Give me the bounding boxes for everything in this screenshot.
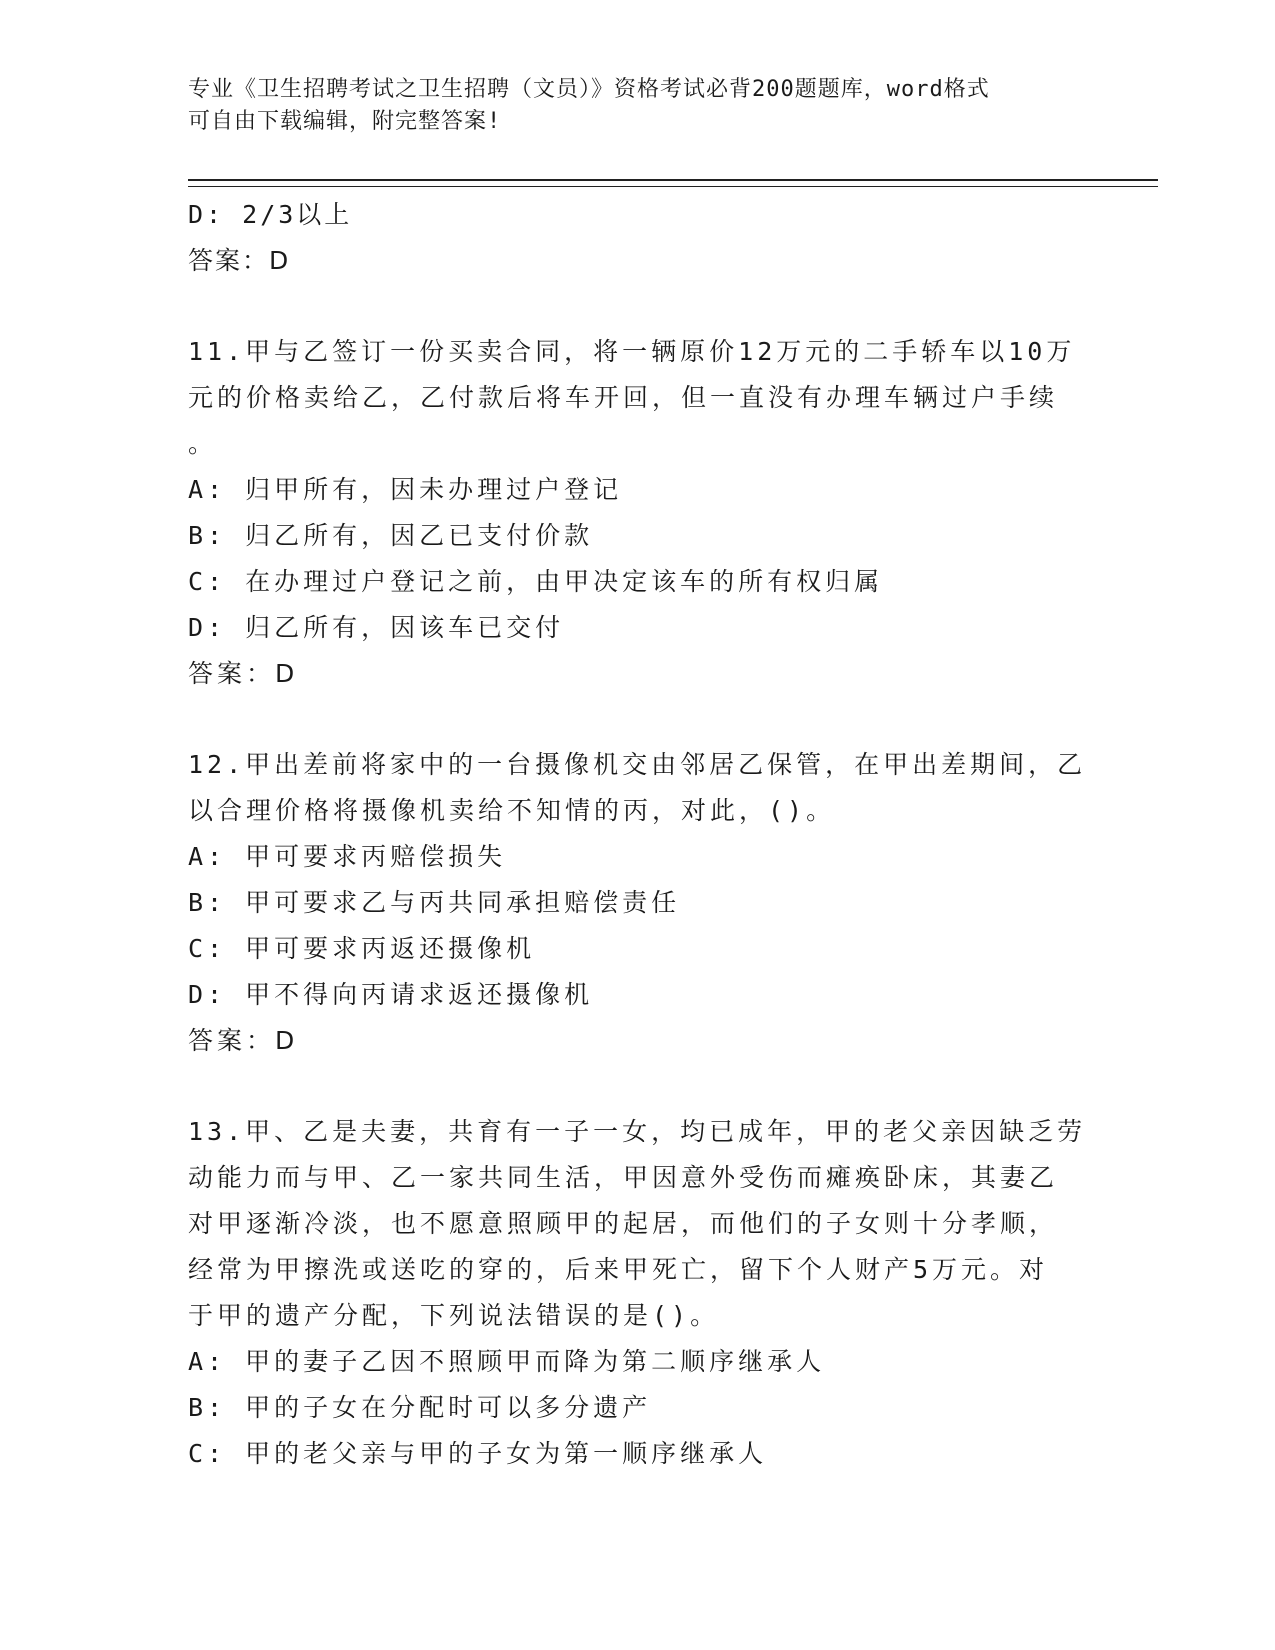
option-a: A: 甲可要求丙赔偿损失 <box>188 842 507 871</box>
answer-line: 答案：D <box>188 659 299 688</box>
document-header <box>188 74 1068 138</box>
answer-line: 答案：D <box>188 246 291 275</box>
question-text-line: 对甲逐渐冷淡，也不愿意照顾甲的起居，而他们的子女则十分孝顺， <box>188 1209 1059 1238</box>
question-12 <box>188 742 1088 1064</box>
header-title-line-2: 可自由下载编辑，附完整答案! <box>188 109 502 134</box>
answer-line: 答案：D <box>188 1026 299 1055</box>
option-b: B: 归乙所有，因乙已支付价款 <box>188 521 594 550</box>
question-text-line: 13.甲、乙是夫妻，共育有一子一女，均已成年，甲的老父亲因缺乏劳 <box>188 1117 1087 1146</box>
option-c: C: 甲可要求丙返还摄像机 <box>188 934 536 963</box>
spacer <box>188 1064 1088 1109</box>
question-text-line: 。 <box>188 429 218 458</box>
document-body <box>188 192 1088 1477</box>
option-a: A: 甲的妻子乙因不照顾甲而降为第二顺序继承人 <box>188 1347 826 1376</box>
question-text-line: 动能力而与甲、乙一家共同生活，甲因意外受伤而瘫痪卧床，其妻乙 <box>188 1163 1059 1192</box>
question-text-line: 11.甲与乙签订一份买卖合同，将一辆原价12万元的二手轿车以10万 <box>188 337 1076 366</box>
question-text-line: 12.甲出差前将家中的一台摄像机交由邻居乙保管，在甲出差期间，乙 <box>188 750 1087 779</box>
option-d: D: 归乙所有，因该车已交付 <box>188 613 565 642</box>
option-d: D: 2/3以上 <box>188 200 353 229</box>
question-text-line: 于甲的遗产分配，下列说法错误的是()。 <box>188 1301 720 1330</box>
option-b: B: 甲的子女在分配时可以多分遗产 <box>188 1393 652 1422</box>
question-text-line: 元的价格卖给乙，乙付款后将车开回，但一直没有办理车辆过户手续 <box>188 383 1059 412</box>
question-text-line: 以合理价格将摄像机卖给不知情的丙，对此，()。 <box>188 796 836 825</box>
header-title-line-1: 专业《卫生招聘考试之卫生招聘（文员）》资格考试必背200题题库，word格式 <box>188 77 990 102</box>
option-d: D: 甲不得向丙请求返还摄像机 <box>188 980 594 1009</box>
previous-question-tail <box>188 192 1088 284</box>
spacer <box>188 284 1088 329</box>
option-b: B: 甲可要求乙与丙共同承担赔偿责任 <box>188 888 681 917</box>
question-text-line: 经常为甲擦洗或送吃的穿的，后来甲死亡，留下个人财产5万元。对 <box>188 1255 1049 1284</box>
option-a: A: 归甲所有，因未办理过户登记 <box>188 475 623 504</box>
spacer <box>188 697 1088 742</box>
question-13 <box>188 1109 1088 1477</box>
header-divider <box>188 179 1158 187</box>
option-c: C: 甲的老父亲与甲的子女为第一顺序继承人 <box>188 1439 768 1468</box>
option-c: C: 在办理过户登记之前，由甲决定该车的所有权归属 <box>188 567 884 596</box>
question-11 <box>188 329 1088 697</box>
